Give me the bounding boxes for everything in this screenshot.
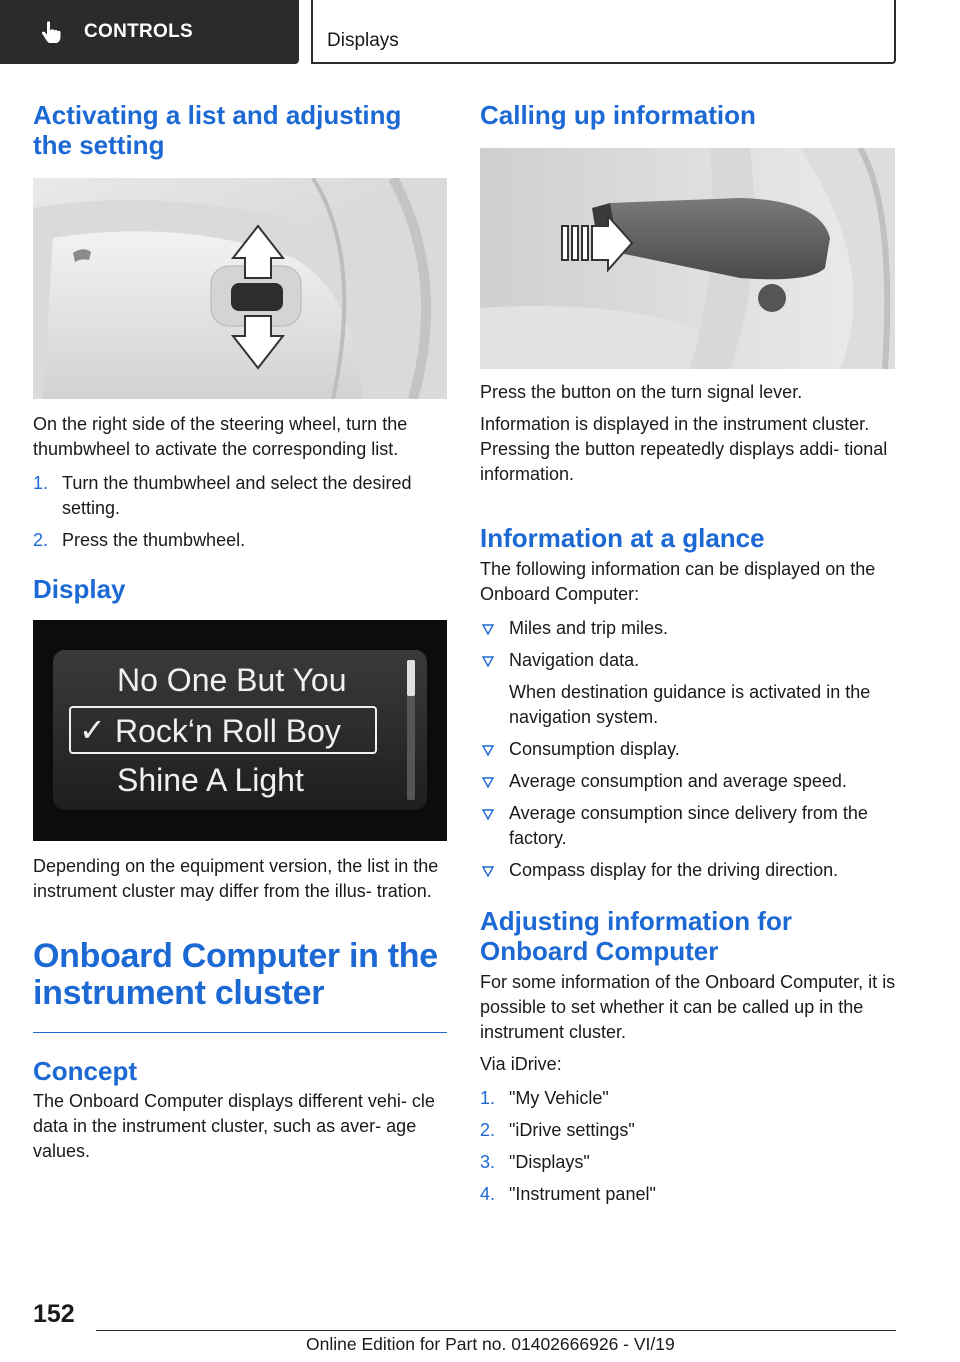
bullet-text: Miles and trip miles. — [509, 618, 669, 638]
list-item — [480, 858, 896, 883]
instrument-cluster-list-image — [33, 620, 447, 841]
list-item — [480, 616, 896, 641]
paragraph-concept: The Onboard Computer displays different vehi- cle data in the instrument cluster, such as aver- age values. — [33, 1091, 435, 1161]
step-text: "My Vehicle" — [509, 1088, 609, 1108]
paragraph-following: The following information can be displayed on the Onboard Computer: — [480, 559, 876, 604]
chapter-tab — [311, 0, 896, 64]
bullet-text: Average consumption since delivery from the factory. — [509, 803, 868, 848]
list-item — [480, 1086, 896, 1111]
bullet-subtext: When destination guidance is activated in the navigation system. — [509, 682, 871, 727]
step-text: "iDrive settings" — [509, 1120, 635, 1140]
bullet-text: Average consumption and average speed. — [509, 771, 847, 791]
list-item — [480, 648, 896, 673]
heading-onboard-computer: Onboard Computer in the instrument cluster — [33, 937, 438, 1012]
turn-signal-lever-image — [480, 148, 895, 369]
display-scrollbar-thumb — [407, 660, 415, 696]
heading-display: Display — [33, 574, 126, 604]
list-item — [33, 471, 447, 521]
bullet-text: Compass display for the driving direction. — [509, 860, 839, 880]
step-number: 2. — [480, 1120, 496, 1140]
heading-concept: Concept — [33, 1056, 137, 1086]
triangle-bullet-icon — [482, 808, 494, 820]
list-item — [480, 1118, 896, 1143]
paragraph-equipment: Depending on the equipment version, the list in the instrument cluster may differ from the illus- tration. — [33, 856, 439, 901]
display-list-item: Shine A Light — [117, 762, 304, 798]
step-text: "Instrument panel" — [509, 1184, 656, 1204]
step-number: 1. — [480, 1088, 496, 1108]
heading-calling-up: Calling up information — [480, 100, 756, 130]
footer-rule — [96, 1330, 896, 1331]
heading-adjusting: Adjusting information for Onboard Computer — [480, 906, 792, 966]
list-item — [480, 1182, 896, 1207]
section-label: CONTROLS — [84, 21, 194, 42]
triangle-bullet-icon — [482, 623, 494, 635]
paragraph-information: Information is displayed in the instrument cluster. Pressing the button repeatedly displays addi- tional information. — [480, 414, 888, 484]
footer-edition: Online Edition for Part no. 01402666926 - VI/19 — [306, 1334, 675, 1354]
paragraph-some-information: For some information of the Onboard Computer, it is possible to set whether it can be called up in the instrument cluster. — [480, 972, 896, 1042]
triangle-bullet-icon — [482, 744, 494, 756]
triangle-bullet-icon — [482, 655, 494, 667]
step-number: 4. — [480, 1184, 496, 1204]
triangle-bullet-icon — [482, 776, 494, 788]
step-number: 2. — [33, 530, 49, 550]
list-item — [480, 801, 896, 851]
heading-rule — [33, 1032, 447, 1033]
pointing-hand-icon — [38, 19, 64, 45]
display-screen — [53, 650, 427, 810]
display-scrollbar — [407, 660, 415, 800]
heading-activating-list: Activating a list and adjusting the setting — [33, 100, 402, 160]
triangle-bullet-icon — [482, 865, 494, 877]
chapter-label: Displays — [327, 30, 399, 51]
idrive-steps — [480, 1086, 896, 1207]
paragraph-via-idrive: Via iDrive: — [480, 1054, 562, 1074]
paragraph-press-button: Press the button on the turn signal lever. — [480, 382, 803, 402]
display-list-item: Rock‘n Roll Boy — [115, 713, 341, 749]
page-number: 152 — [33, 1300, 75, 1328]
information-bullets — [480, 616, 896, 883]
display-list-item: No One But You — [117, 662, 347, 698]
steering-wheel-thumbwheel-image — [33, 178, 447, 399]
list-item — [33, 528, 447, 553]
step-number: 1. — [33, 473, 49, 493]
bullet-text: Navigation data. — [509, 650, 640, 670]
list-item — [480, 737, 896, 762]
step-text: Press the thumbwheel. — [62, 530, 246, 550]
bullet-text: Consumption display. — [509, 739, 680, 759]
paragraph-thumbwheel: On the right side of the steering wheel, turn the thumbwheel to activate the corresponding list. — [33, 414, 408, 459]
heading-glance: Information at a glance — [480, 523, 765, 553]
step-number: 3. — [480, 1152, 496, 1172]
display-selection-box — [69, 706, 377, 754]
left-column — [33, 100, 447, 1164]
thumbwheel-steps — [33, 471, 447, 553]
list-item — [480, 1150, 896, 1175]
step-text: Turn the thumbwheel and select the desired setting. — [62, 473, 412, 518]
check-icon: ✓ — [79, 711, 106, 749]
step-text: "Displays" — [509, 1152, 590, 1172]
list-item — [480, 769, 896, 794]
section-tab — [0, 0, 299, 64]
right-column — [480, 100, 896, 1207]
